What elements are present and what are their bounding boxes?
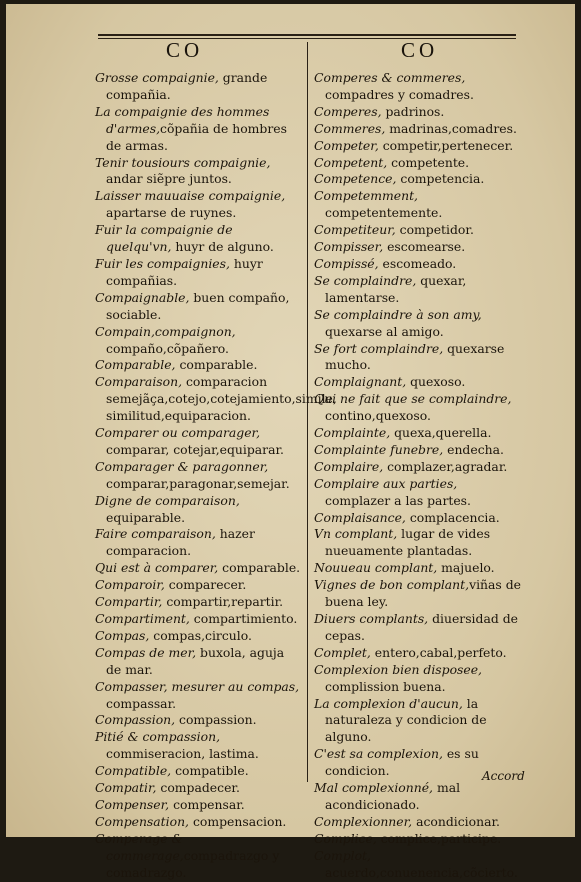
entry-term: Qui ne fait que se complaindre, bbox=[314, 391, 512, 407]
dictionary-entry bbox=[95, 831, 301, 882]
dictionary-entry bbox=[314, 138, 521, 155]
entry-definition: cõpañia de hombres de armas. bbox=[106, 120, 287, 153]
entry-term: Compisser, bbox=[314, 239, 384, 255]
entry-definition: comparar,paragonar,semejar. bbox=[106, 475, 290, 491]
entry-definition: apartarse de ruynes. bbox=[106, 205, 237, 221]
dictionary-entry bbox=[314, 848, 521, 882]
entry-definition: commiseracion, lastima. bbox=[106, 746, 259, 762]
entry-term: Complaire aux parties, bbox=[314, 475, 458, 491]
entry-term: Competence, bbox=[314, 171, 397, 187]
dictionary-entry bbox=[95, 780, 301, 797]
dictionary-entry bbox=[314, 780, 521, 814]
dictionary-entry bbox=[95, 814, 301, 831]
entry-term: Compenser, bbox=[95, 796, 170, 812]
entry-term: Compissé, bbox=[314, 255, 379, 271]
dictionary-entry bbox=[314, 459, 521, 476]
entry-term: Compasser, mesurer au compas, bbox=[95, 678, 300, 694]
entry-definition: compartir,repartir. bbox=[162, 594, 284, 610]
entry-definition: padrinos. bbox=[381, 103, 445, 119]
entry-term: Comperes & commeres, bbox=[314, 70, 466, 85]
entry-definition: comparable. bbox=[218, 560, 301, 576]
dictionary-entry bbox=[95, 729, 301, 763]
dictionary-entry bbox=[95, 577, 301, 594]
entry-definition: compartimiento. bbox=[189, 611, 298, 626]
dictionary-entry bbox=[314, 273, 521, 307]
entry-definition: andar siẽpre juntos. bbox=[106, 171, 232, 187]
entry-definition: hazer comparacion. bbox=[106, 526, 255, 559]
dictionary-entry bbox=[314, 645, 521, 662]
dictionary-entry bbox=[314, 104, 521, 121]
entry-term: C'est sa complexion, bbox=[314, 746, 443, 762]
entry-definition: comparecer. bbox=[164, 577, 247, 593]
entry-term: Compatir, bbox=[95, 780, 157, 796]
entry-definition: competir,pertenecer. bbox=[378, 137, 514, 153]
entry-term: Tenir tousiours compaignie, bbox=[95, 154, 271, 170]
dictionary-entry bbox=[95, 526, 301, 560]
dictionary-entry bbox=[314, 70, 521, 104]
entry-term: Complainte, bbox=[314, 425, 391, 441]
dictionary-entry bbox=[314, 391, 521, 425]
dictionary-entry bbox=[314, 442, 521, 459]
dictionary-entry bbox=[314, 341, 521, 375]
entry-definition: mal acondicionado. bbox=[325, 780, 461, 812]
entry-term: Comparaison, bbox=[95, 374, 183, 390]
dictionary-entry bbox=[314, 476, 521, 510]
dictionary-entry bbox=[95, 155, 301, 189]
entry-definition: la naturaleza y condicion de alguno. bbox=[325, 695, 487, 745]
entry-definition: complacencia. bbox=[405, 509, 500, 525]
dictionary-entry bbox=[314, 307, 521, 341]
entry-term: Competent, bbox=[314, 154, 388, 170]
entry-term: Complot, bbox=[314, 847, 371, 863]
entry-definition: compaño,cõpañero. bbox=[106, 340, 229, 356]
entry-definition: buen compaño, sociable. bbox=[106, 289, 290, 322]
entry-term: Grosse compaignie, bbox=[95, 70, 219, 85]
dictionary-entry bbox=[314, 831, 521, 848]
left-column bbox=[95, 70, 337, 882]
entry-term: Laisser mauuaise compaignie, bbox=[95, 188, 286, 204]
dictionary-entry bbox=[314, 577, 521, 611]
dictionary-entry bbox=[95, 374, 337, 425]
entry-term: Complaignant, bbox=[314, 374, 407, 390]
dictionary-entry bbox=[95, 459, 301, 493]
entry-definition: grande compañia. bbox=[106, 70, 268, 102]
dictionary-entry bbox=[314, 374, 521, 391]
entry-definition: comparar, cotejar,equiparar. bbox=[106, 441, 284, 457]
dictionary-entry bbox=[314, 188, 521, 222]
entry-term: Complaire, bbox=[314, 458, 384, 474]
entry-term: Complainte funebre, bbox=[314, 441, 444, 457]
entry-term: Compas, bbox=[95, 627, 150, 643]
entry-term: Complexionner, bbox=[314, 813, 413, 829]
entry-term: Complaisance, bbox=[314, 509, 406, 525]
entry-term: Vignes de bon complant, bbox=[314, 577, 470, 593]
entry-term: Complice, bbox=[314, 830, 377, 846]
entry-term: Diuers complants, bbox=[314, 611, 429, 626]
entry-definition: compensar. bbox=[169, 796, 245, 812]
dictionary-entry bbox=[314, 526, 521, 560]
entry-term: Digne de comparaison, bbox=[95, 492, 240, 508]
dictionary-page bbox=[6, 4, 575, 880]
entry-term: La compaignie des hommes d'armes, bbox=[95, 103, 270, 136]
entry-term: Compain,compaignon, bbox=[95, 323, 236, 339]
dictionary-entry bbox=[95, 679, 301, 713]
entry-term: Se fort complaindre, bbox=[314, 340, 444, 356]
entry-definition: compatible. bbox=[171, 763, 249, 779]
dictionary-entry bbox=[314, 239, 521, 256]
entry-term: Comparager & paragonner, bbox=[95, 458, 269, 474]
dictionary-entry bbox=[314, 510, 521, 527]
dictionary-entry bbox=[314, 155, 521, 172]
entry-definition: compas,circulo. bbox=[149, 627, 252, 643]
dictionary-entry bbox=[95, 256, 301, 290]
entry-definition: compassar. bbox=[106, 695, 177, 711]
entry-definition: competencia. bbox=[396, 171, 485, 187]
dictionary-entry bbox=[95, 70, 301, 104]
entry-term: Fuir la compaignie de quelqu'vn, bbox=[95, 222, 233, 255]
entry-term: Comperage & commerage, bbox=[95, 830, 184, 863]
entry-definition: endecha. bbox=[443, 441, 504, 457]
entry-term: Comparoir, bbox=[95, 577, 165, 593]
dictionary-entry bbox=[314, 814, 521, 831]
dictionary-entry bbox=[95, 222, 301, 256]
entry-definition: quexa,querella. bbox=[390, 425, 492, 441]
entry-definition: majuelo. bbox=[437, 560, 495, 576]
entry-definition: viñas de buena ley. bbox=[325, 577, 521, 610]
catchword: Accord bbox=[482, 769, 525, 783]
entry-definition: quexar, lamentarse. bbox=[325, 272, 467, 305]
entry-term: Compensation, bbox=[95, 813, 190, 829]
entry-definition: madrinas,comadres. bbox=[385, 120, 517, 136]
entry-term: Nouueau complant, bbox=[314, 560, 438, 576]
header-right: CO bbox=[401, 38, 439, 62]
entry-term: Compas de mer, bbox=[95, 644, 197, 660]
entry-definition: compadres y comadres. bbox=[325, 86, 474, 102]
dictionary-entry bbox=[95, 290, 301, 324]
entry-definition: acondicionar. bbox=[412, 813, 500, 829]
entry-term: Competemment, bbox=[314, 188, 418, 204]
dictionary-entry bbox=[95, 324, 301, 358]
entry-term: Vn complant, bbox=[314, 526, 398, 542]
entry-definition: comparable. bbox=[175, 357, 258, 373]
entry-definition: huyr compañias. bbox=[106, 255, 263, 288]
dictionary-entry bbox=[314, 560, 521, 577]
entry-definition: contino,quexoso. bbox=[325, 408, 431, 424]
entry-definition: es su condicion. bbox=[325, 746, 479, 779]
header-rule-thin bbox=[98, 38, 516, 39]
entry-definition: entero,cabal,perfeto. bbox=[370, 644, 507, 660]
entry-definition: complazer a las partes. bbox=[325, 492, 471, 508]
entry-definition: competidor. bbox=[395, 222, 474, 238]
dictionary-entry bbox=[95, 188, 301, 222]
entry-term: Competer, bbox=[314, 137, 379, 153]
entry-term: Compartiment, bbox=[95, 611, 190, 626]
entry-term: Se complaindre, bbox=[314, 272, 417, 288]
entry-definition: compensacion. bbox=[189, 813, 287, 829]
dictionary-entry bbox=[314, 425, 521, 442]
entry-term: Compaignable, bbox=[95, 289, 190, 305]
entry-definition: complission buena. bbox=[325, 678, 446, 694]
dictionary-entry bbox=[314, 662, 521, 696]
dictionary-entry bbox=[95, 357, 301, 374]
dictionary-entry bbox=[95, 594, 301, 611]
entry-definition: equiparable. bbox=[106, 509, 186, 525]
header-left: CO bbox=[166, 38, 204, 62]
entry-term: Compassion, bbox=[95, 712, 176, 728]
dictionary-entry bbox=[314, 611, 521, 645]
entry-term: Mal complexionné, bbox=[314, 780, 433, 796]
entry-definition: compassion. bbox=[175, 712, 257, 728]
dictionary-entry bbox=[95, 797, 301, 814]
entry-term: Complexion bien disposee, bbox=[314, 661, 482, 677]
entry-term: Compartir, bbox=[95, 594, 163, 610]
entry-term: La complexion d'aucun, bbox=[314, 695, 463, 711]
column-divider bbox=[307, 42, 308, 782]
entry-definition: buxola, aguja de mar. bbox=[106, 644, 285, 677]
dictionary-entry bbox=[95, 645, 301, 679]
entry-term: Se complaindre à son amy, bbox=[314, 306, 482, 322]
entry-definition: quexarse al amigo. bbox=[325, 323, 444, 339]
dictionary-entry bbox=[314, 222, 521, 239]
entry-definition: competente. bbox=[387, 154, 470, 170]
right-column bbox=[314, 70, 521, 882]
entry-term: Pitié & compassion, bbox=[95, 729, 221, 745]
dictionary-entry bbox=[314, 256, 521, 273]
dictionary-entry bbox=[95, 425, 301, 459]
dictionary-entry bbox=[95, 560, 301, 577]
entry-definition: complice,participe. bbox=[376, 830, 502, 846]
entry-definition: quexoso. bbox=[406, 374, 466, 390]
dictionary-entry bbox=[95, 628, 301, 645]
dictionary-entry bbox=[95, 493, 301, 527]
dictionary-entry bbox=[314, 171, 521, 188]
entry-term: Compatible, bbox=[95, 763, 172, 779]
entry-definition: huyr de alguno. bbox=[171, 239, 274, 255]
entry-term: Competiteur, bbox=[314, 222, 396, 238]
entry-definition: compadrazgo y comadrazgo. bbox=[106, 847, 280, 880]
entry-definition: comparacion semejãça,cotejo,cotejamiento,simile, similitud,equiparacion. bbox=[106, 374, 337, 424]
entry-definition: competentemente. bbox=[325, 205, 443, 221]
dictionary-entry bbox=[95, 104, 301, 155]
entry-definition: lugar de vides nueuamente plantadas. bbox=[325, 526, 491, 559]
entry-term: Comperes, bbox=[314, 103, 382, 119]
entry-definition: escomeado. bbox=[378, 255, 457, 271]
entry-term: Complet, bbox=[314, 644, 371, 660]
entry-definition: quexarse mucho. bbox=[325, 340, 505, 373]
dictionary-entry bbox=[95, 712, 301, 729]
entry-term: Qui est à comparer, bbox=[95, 560, 219, 576]
entry-term: Comparable, bbox=[95, 357, 176, 373]
entry-term: Fuir les compaignies, bbox=[95, 255, 230, 271]
header-rule bbox=[98, 34, 516, 36]
entry-definition: complazer,agradar. bbox=[383, 458, 508, 474]
dictionary-entry bbox=[95, 611, 301, 628]
entry-definition: escomearse. bbox=[383, 239, 466, 255]
entry-definition: diuersidad de cepas. bbox=[325, 611, 518, 643]
dictionary-entry bbox=[314, 696, 521, 747]
entry-term: Commeres, bbox=[314, 120, 386, 136]
dictionary-entry bbox=[314, 121, 521, 138]
dictionary-entry bbox=[95, 763, 301, 780]
entry-definition: acuerdo,conuenencia,cõcierto. bbox=[325, 864, 518, 880]
entry-term: Faire comparaison, bbox=[95, 526, 216, 542]
entry-term: Comparer ou comparager, bbox=[95, 425, 261, 441]
entry-definition: compadecer. bbox=[156, 780, 240, 796]
